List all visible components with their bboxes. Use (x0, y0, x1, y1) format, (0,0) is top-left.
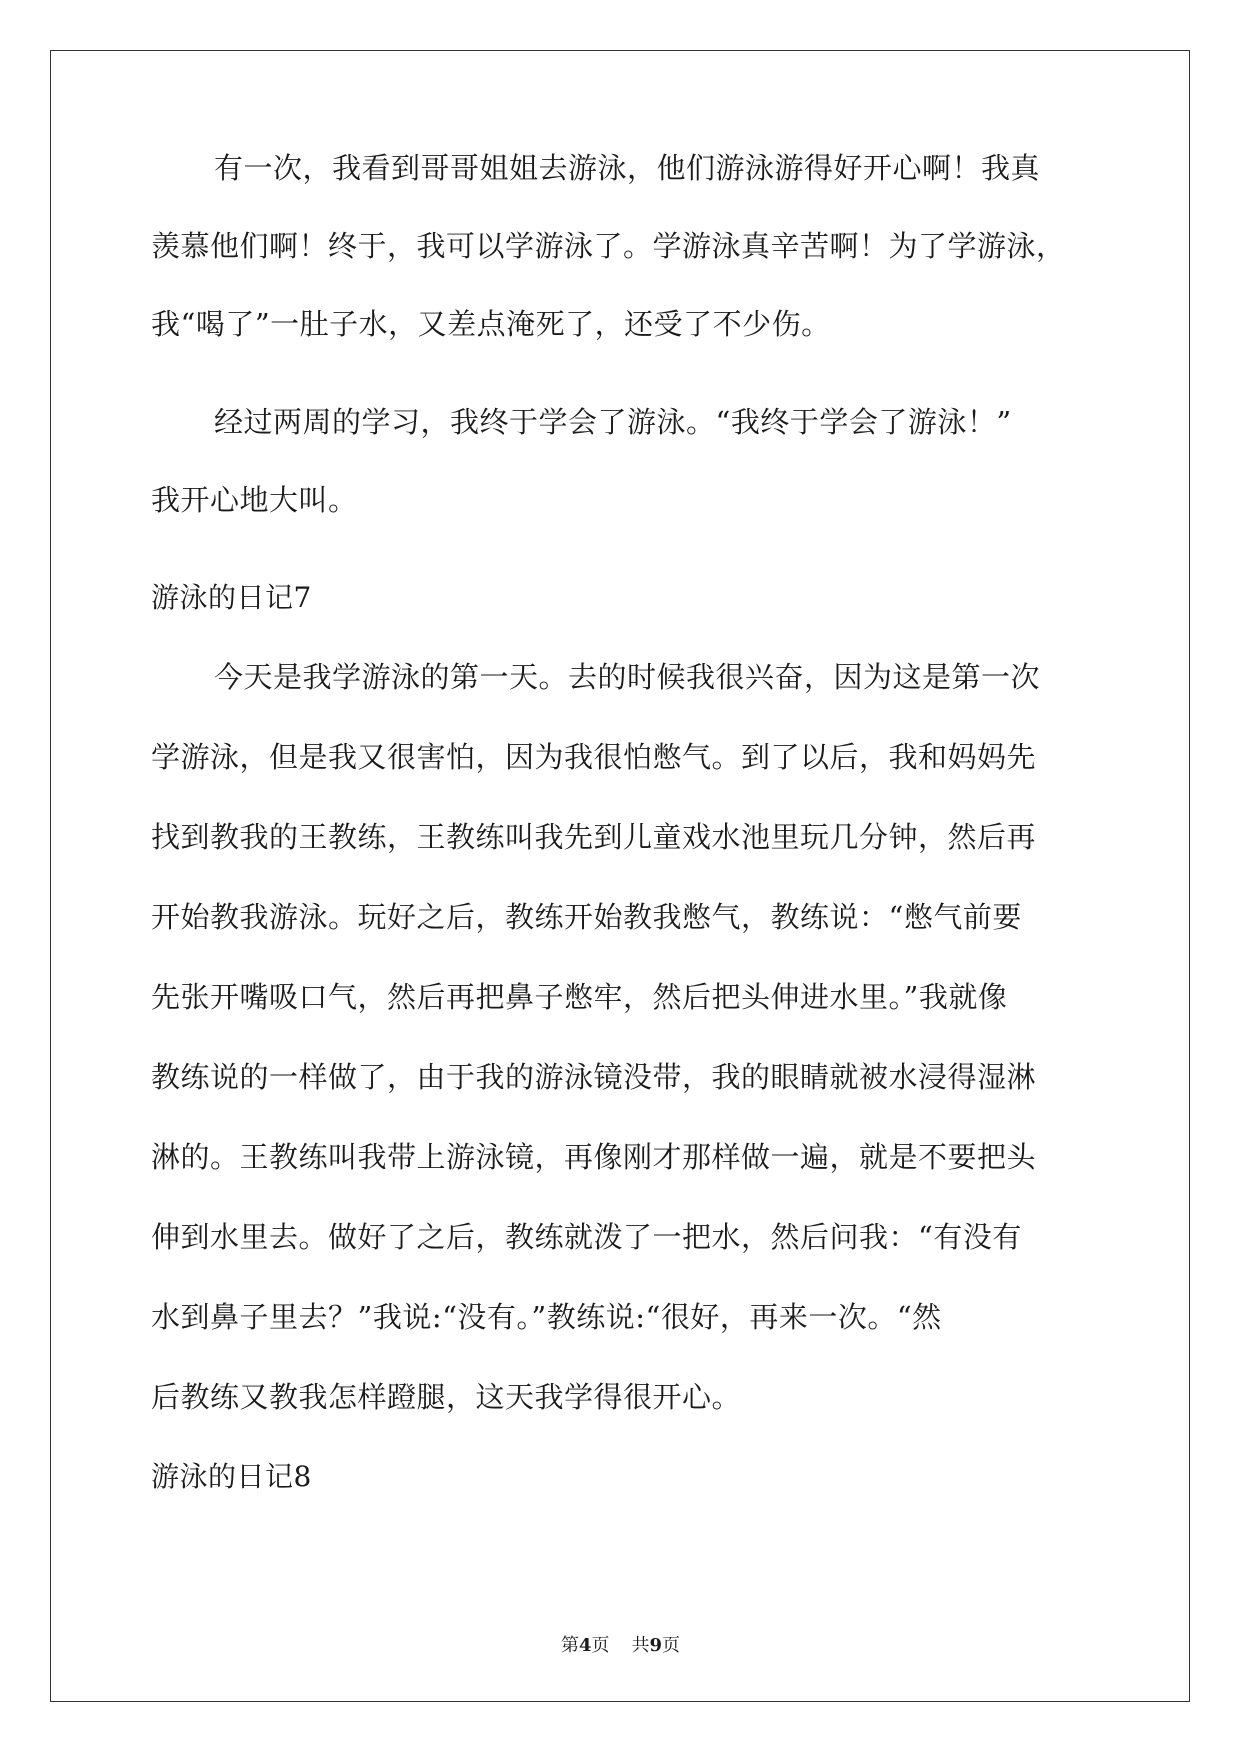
paragraph-line: 开始教我游泳。玩好之后，教练开始教我憋气，教练说：“憋气前要 (151, 900, 1022, 934)
page-frame (50, 50, 1190, 1702)
paragraph-line: 经过两周的学习，我终于学会了游泳。“我终于学会了游泳！” (214, 405, 1012, 439)
page-footer (0, 1634, 1241, 1658)
paragraph-line: 羡慕他们啊！终于，我可以学游泳了。学游泳真辛苦啊！为了学游泳， (151, 229, 1066, 263)
current-page-number: 4 (578, 1635, 592, 1656)
paragraph-line: 水到鼻子里去？”我说:“没有。”教练说:“很好，再来一次。“然 (151, 1300, 942, 1334)
paragraph-line: 学游泳，但是我又很害怕，因为我很怕憋气。到了以后，我和妈妈先 (151, 740, 1037, 774)
paragraph-line: 教练说的一样做了，由于我的游泳镜没带，我的眼睛就被水浸得湿淋 (151, 1060, 1037, 1094)
section-heading: 游泳的日记7 (151, 581, 312, 614)
paragraph-line: 先张开嘴吸口气，然后再把鼻子憋牢，然后把头伸进水里。”我就像 (151, 980, 1008, 1014)
paragraph-line: 我开心地大叫。 (151, 483, 358, 517)
footer-total-suffix: 页 (662, 1635, 681, 1656)
paragraph-line: 有一次，我看到哥哥姐姐去游泳，他们游泳游得好开心啊！我真 (214, 151, 1041, 185)
paragraph-line: 伸到水里去。做好了之后，教练就泼了一把水，然后问我：“有没有 (151, 1220, 1022, 1254)
footer-total-prefix: 共 (631, 1635, 650, 1656)
footer-prefix: 第 (560, 1635, 579, 1656)
paragraph-line: 今天是我学游泳的第一天。去的时候我很兴奋，因为这是第一次 (214, 660, 1041, 694)
paragraph-line: 找到教我的王教练，王教练叫我先到儿童戏水池里玩几分钟，然后再 (151, 820, 1037, 854)
footer-page-suffix: 页 (591, 1635, 610, 1656)
section-heading: 游泳的日记8 (151, 1460, 312, 1493)
total-pages-number: 9 (649, 1635, 663, 1656)
paragraph-line: 我“喝了”一肚子水，又差点淹死了，还受了不少伤。 (151, 307, 831, 341)
paragraph-line: 后教练又教我怎样蹬腿，这天我学得很开心。 (151, 1380, 742, 1414)
paragraph-line: 淋的。王教练叫我带上游泳镜，再像刚才那样做一遍，就是不要把头 (151, 1140, 1037, 1174)
